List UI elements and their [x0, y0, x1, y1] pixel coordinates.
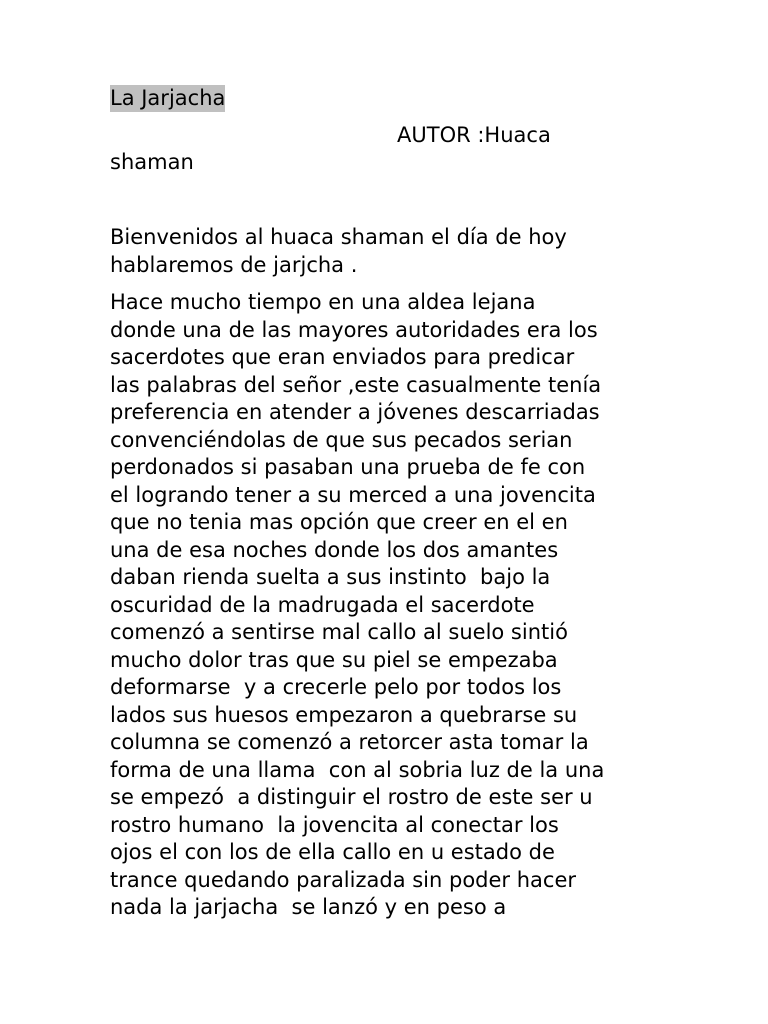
paragraph-line: Bienvenidos al huaca shaman el día de hoy — [110, 225, 567, 249]
paragraph-line: hablaremos de jarjcha . — [110, 252, 358, 277]
paragraph-line: preferencia en atender a jóvenes descarriadas — [110, 400, 600, 424]
paragraph-line: se empezó a distinguir el rostro de este ser u — [110, 785, 593, 809]
paragraph-line: nada la jarjacha se lanzó y en peso a — [110, 895, 507, 919]
paragraph-line: oscuridad de la madrugada el sacerdote — [110, 592, 535, 617]
paragraph-line: perdonados si pasaban una prueba de fe con — [110, 455, 586, 479]
paragraph-line: que no tenia mas opción que creer en el en — [110, 510, 568, 534]
paragraph-line: trance quedando paralizada sin poder hacer — [110, 867, 577, 892]
author-line-1: AUTOR :Huaca — [397, 123, 551, 147]
intro-paragraph — [110, 224, 670, 279]
paragraph-line: el logrando tener a su merced a una jovencita — [110, 482, 596, 507]
paragraph-line: las palabras del señor ,este casualmente tenía — [110, 372, 602, 397]
paragraph-line: ojos el con los de ella callo en u estado de — [110, 840, 555, 864]
paragraph-line: Hace mucho tiempo en una aldea lejana — [110, 290, 536, 314]
paragraph-line: convenciéndolas de que sus pecados serian — [110, 427, 573, 452]
paragraph-line: una de esa noches donde los dos amantes — [110, 537, 559, 562]
paragraph-line: donde una de las mayores autoridades era los — [110, 317, 598, 342]
paragraph-line: daban rienda suelta a sus instinto bajo la — [110, 565, 551, 589]
document-title: La Jarjacha — [110, 86, 226, 110]
paragraph-line: comenzó a sentirse mal callo al suelo sintió — [110, 620, 568, 644]
paragraph-line: sacerdotes que eran enviados para predicar — [110, 345, 575, 369]
paragraph-line: lados sus huesos empezaron a quebrarse su — [110, 702, 578, 727]
body-paragraph — [110, 289, 670, 922]
paragraph-line: columna se comenzó a retorcer asta tomar la — [110, 730, 589, 754]
paragraph-line: deformarse y a crecerle pelo por todos los — [110, 675, 562, 699]
paragraph-line: rostro humano la jovencita al conectar los — [110, 812, 559, 837]
paragraph-line: mucho dolor tras que su piel se empezaba — [110, 647, 558, 672]
author-line-2: shaman — [110, 150, 194, 174]
paragraph-line: forma de una llama con al sobria luz de la una — [110, 757, 605, 782]
